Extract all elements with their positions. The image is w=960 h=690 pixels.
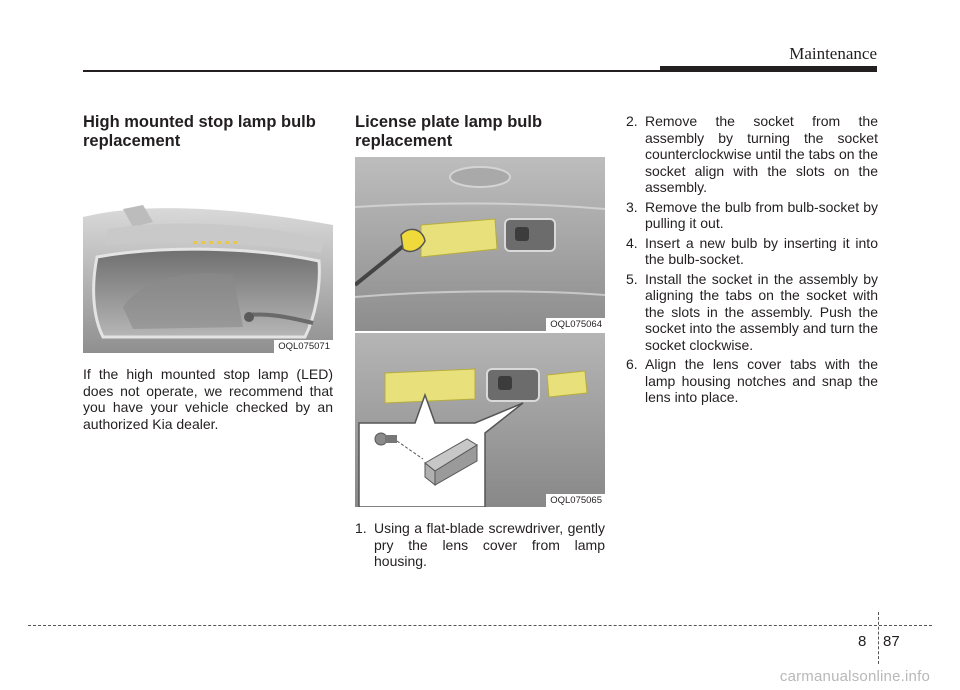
- header-rule-bar: [660, 66, 877, 72]
- chapter-number: 8: [858, 633, 867, 650]
- steps-list-continued: [626, 113, 878, 409]
- page-number: 87: [883, 633, 900, 650]
- step-number: 5.: [626, 270, 638, 287]
- license-lamp-figure-bottom: [355, 333, 605, 507]
- list-item: [626, 113, 878, 196]
- list-item: [626, 271, 878, 354]
- step-number: 2.: [626, 113, 638, 129]
- list-item: [626, 199, 878, 232]
- license-lamp-heading: License plate lamp bulb replacement: [355, 113, 543, 150]
- figure-code: OQL075065: [546, 494, 605, 507]
- step-number: 6.: [626, 356, 638, 372]
- step-text: Remove the bulb from bulb-socket by pulling it out.: [645, 198, 878, 231]
- lamp-assembly-illustration: [355, 333, 605, 507]
- stop-lamp-figure: [83, 157, 333, 353]
- step-text: Align the lens cover tabs with the lamp housing notches and snap the lens into place.: [645, 356, 878, 405]
- stop-lamp-body: If the high mounted stop lamp (LED) does not operate, we recommend that you have your vehicle checked by an authorized Kia dealer.: [83, 366, 333, 432]
- step-number: 1.: [355, 520, 367, 536]
- license-lamp-figure-top: [355, 157, 605, 331]
- tailgate-pry-illustration: [355, 157, 605, 331]
- figure-code: OQL075064: [546, 318, 605, 331]
- footer-divider: [878, 612, 879, 664]
- watermark-link[interactable]: carmanualsonline.info: [779, 668, 930, 685]
- step-number: 4.: [626, 234, 638, 251]
- list-item: [355, 520, 605, 570]
- header-rule: [83, 70, 663, 72]
- step-text: Install the socket in the assembly by aligning the tabs on the socket with the slots in the assembly. Push the socket into the assembly and turn the socket clockwise.: [645, 270, 878, 353]
- step-text: Using a flat-blade screwdriver, gently pry the lens cover from lamp housing.: [374, 520, 605, 569]
- step-text: Insert a new bulb by inserting it into the bulb-socket.: [645, 234, 878, 267]
- steps-list-start: [355, 520, 605, 573]
- step-text: Remove the socket from the assembly by turning the socket counterclockwise until the tabs on the socket align with the slots on the assembly.: [645, 113, 878, 195]
- step-number: 3.: [626, 198, 638, 215]
- list-item: [626, 356, 878, 406]
- footer-rule: [28, 625, 932, 626]
- section-title: Maintenance: [789, 44, 877, 63]
- rear-window-illustration: [83, 157, 333, 353]
- stop-lamp-heading: High mounted stop lamp bulb replacement: [83, 113, 316, 150]
- list-item: [626, 235, 878, 268]
- figure-code: OQL075071: [274, 340, 333, 353]
